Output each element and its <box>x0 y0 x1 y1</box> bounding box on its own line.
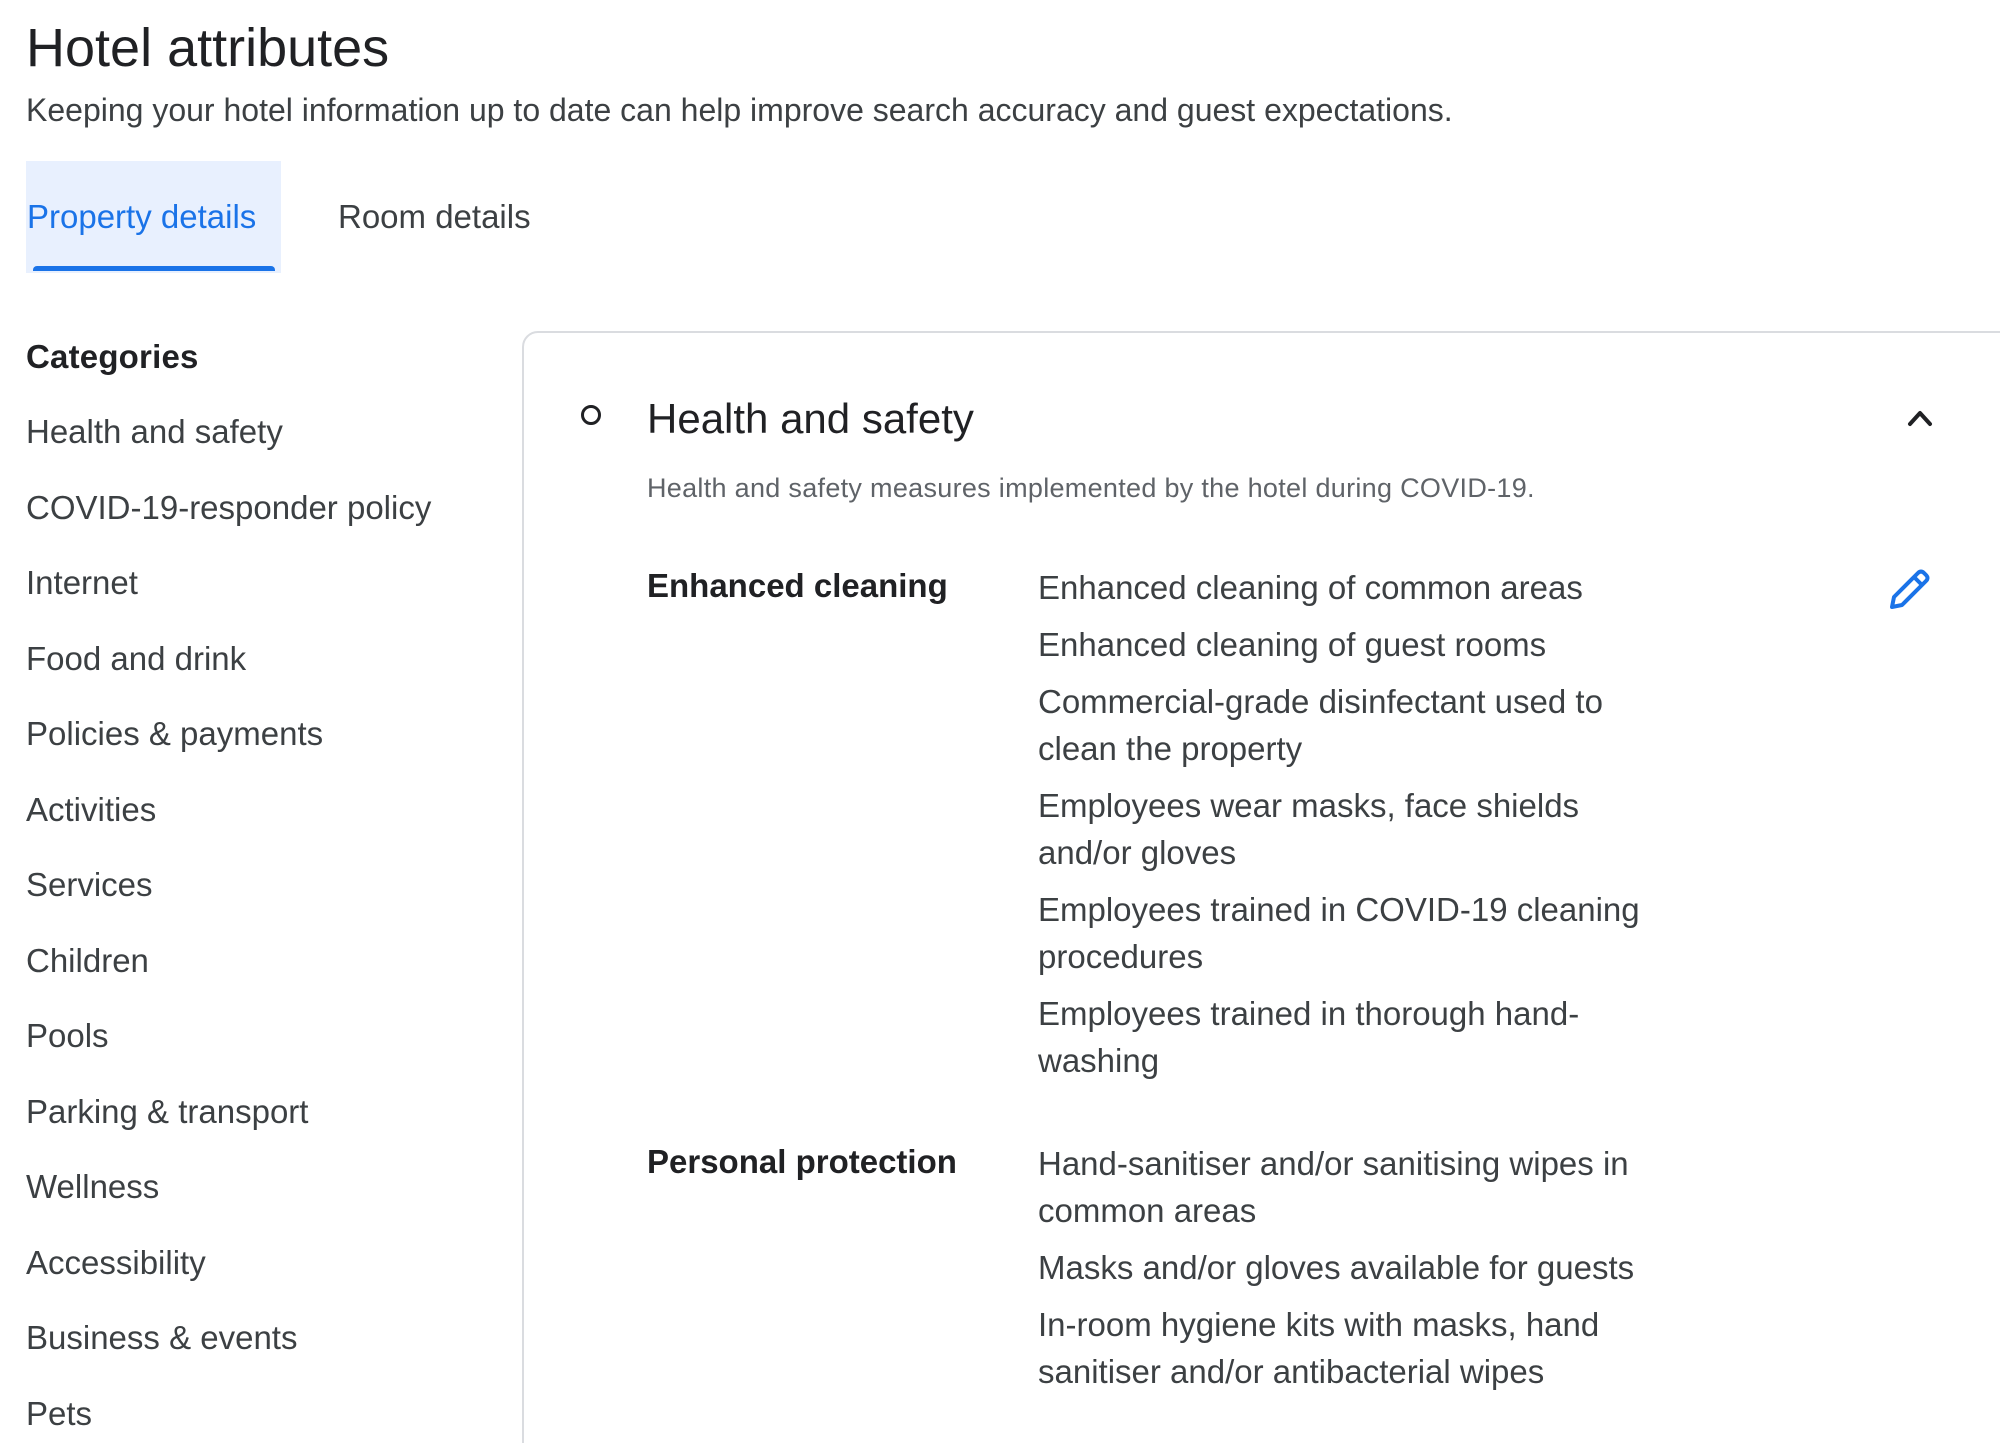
category-internet[interactable]: Internet <box>26 564 138 601</box>
section-description: Health and safety measures implemented by the hotel during COVID-19. <box>647 473 1535 503</box>
edit-button[interactable] <box>1884 565 1934 615</box>
category-pools[interactable]: Pools <box>26 1017 109 1054</box>
list-item: Hand-sanitiser and/or sanitising wipes in common areas <box>1038 1145 1629 1229</box>
category-activities[interactable]: Activities <box>26 790 157 828</box>
category-food-and-drink[interactable]: Food and drink <box>26 639 247 677</box>
group-label-personal-protection: Personal protection <box>647 1143 957 1180</box>
list-item: In-room hygiene kits with masks, hand sanitiser and/or antibacterial wipes <box>1038 1306 1600 1390</box>
list-item: Enhanced cleaning of common areas <box>1038 569 1583 606</box>
list-item: Employees wear masks, face shields and/or gloves <box>1038 787 1580 871</box>
category-accessibility[interactable]: Accessibility <box>26 1243 206 1281</box>
collapse-button[interactable] <box>1900 400 1940 436</box>
tab-bar <box>26 161 531 273</box>
list-item: Employees trained in thorough hand-washing <box>1038 995 1580 1079</box>
list-item: Enhanced cleaning of guest rooms <box>1038 626 1547 663</box>
category-policies-payments[interactable]: Policies & payments <box>26 715 324 752</box>
list-item: Employees trained in COVID-19 cleaning procedures <box>1038 891 1640 975</box>
category-wellness[interactable]: Wellness <box>26 1168 160 1205</box>
list-item: Commercial-grade disinfectant used to clean the property <box>1038 683 1603 767</box>
category-health-and-safety[interactable]: Health and safety <box>26 413 283 450</box>
chevron-up-icon <box>1900 400 1940 436</box>
tab-room-details[interactable]: Room details <box>338 198 531 235</box>
categories-heading: Categories <box>26 338 199 375</box>
category-children[interactable]: Children <box>26 941 149 979</box>
category-parking-transport[interactable]: Parking & transport <box>26 1092 309 1130</box>
group-label-enhanced-cleaning: Enhanced cleaning <box>647 567 948 604</box>
page-subtitle: Keeping your hotel information up to date can help improve search accuracy and guest expectations. <box>26 92 1453 128</box>
page-title: Hotel attributes <box>26 18 390 78</box>
category-services[interactable]: Services <box>26 866 153 903</box>
list-item: Masks and/or gloves available for guests <box>1038 1249 1635 1286</box>
category-pets[interactable]: Pets <box>26 1394 93 1432</box>
category-business-events[interactable]: Business & events <box>26 1319 298 1356</box>
section-title: Health and safety <box>647 395 974 442</box>
tab-property-details[interactable]: Property details <box>26 161 281 273</box>
personal-protection-list <box>1038 1140 1678 1405</box>
empty-circle-icon <box>581 405 601 425</box>
category-covid-19-responder-policy[interactable]: COVID-19-responder policy <box>26 488 432 526</box>
categories-list <box>26 409 431 1443</box>
pencil-icon <box>1884 565 1934 615</box>
enhanced-cleaning-list <box>1038 564 1678 1094</box>
